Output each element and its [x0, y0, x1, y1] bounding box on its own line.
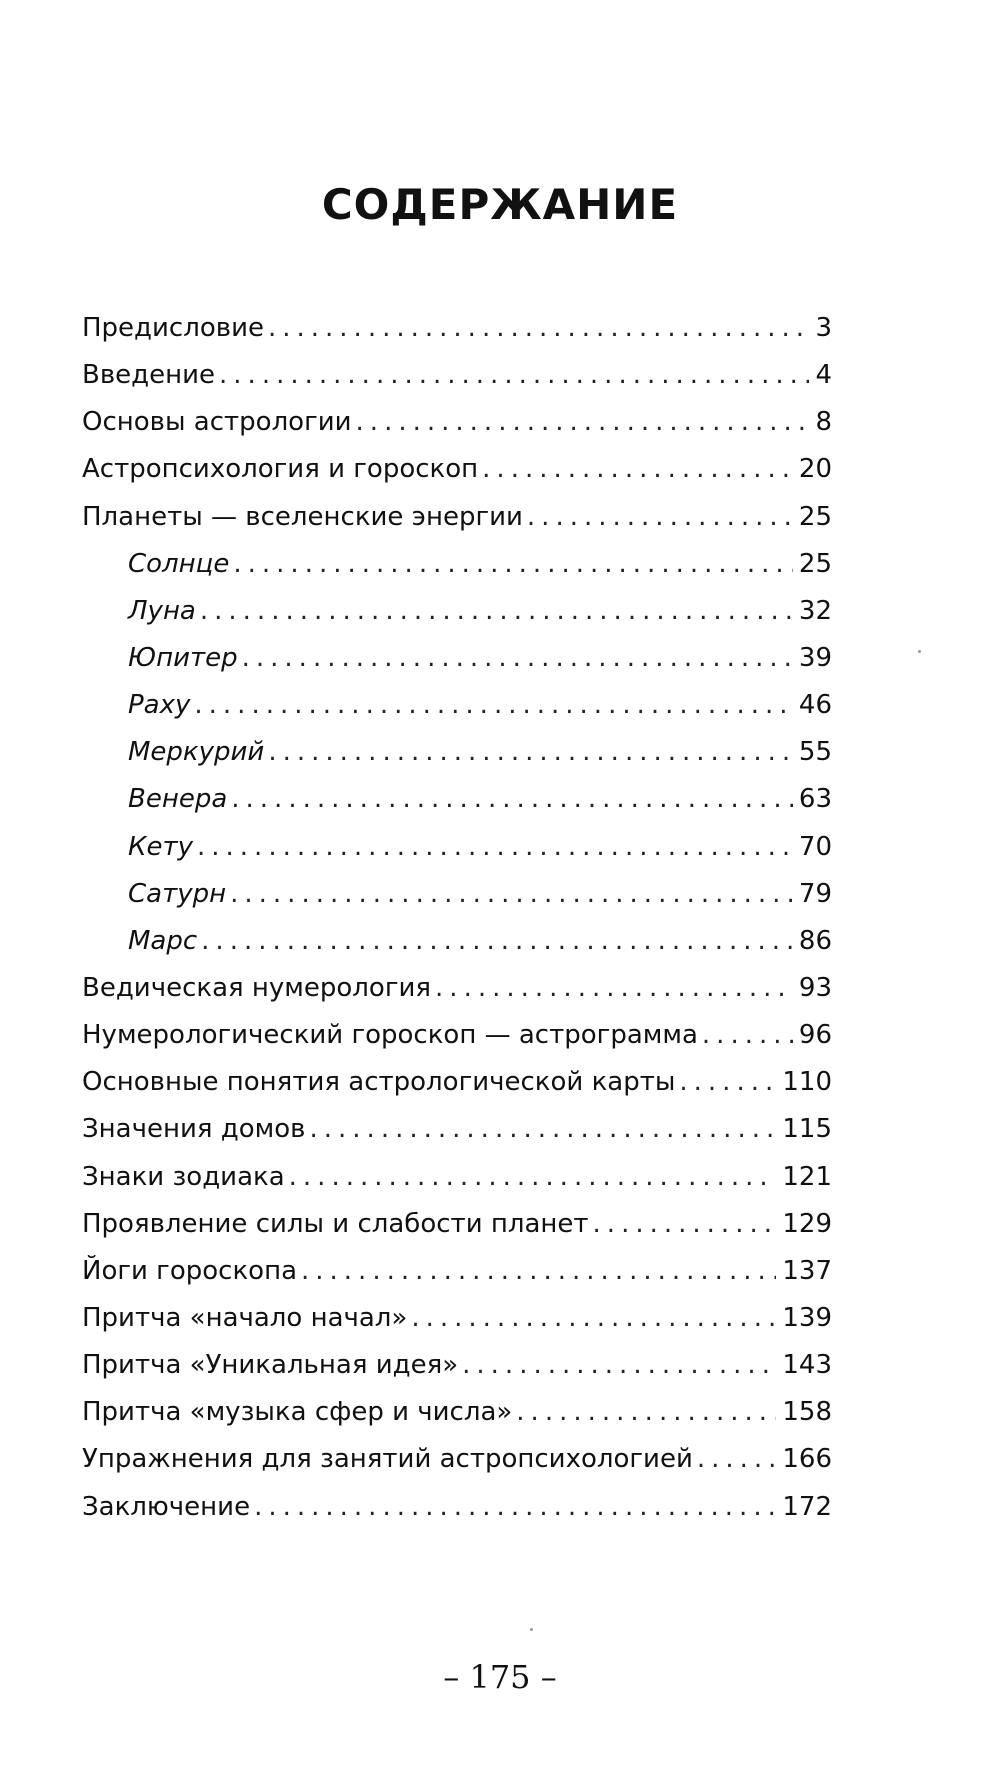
- toc-entry-page: 25: [798, 501, 832, 532]
- toc-entry-title: Притча «Уникальная идея»: [82, 1350, 459, 1381]
- dot-leader: [289, 1154, 777, 1201]
- toc-entry-page: 110: [782, 1067, 832, 1098]
- toc-entry-page: 143: [782, 1350, 832, 1381]
- toc-entry-title: Планеты — вселенские энергии: [82, 501, 523, 532]
- toc-entry: [82, 1484, 832, 1531]
- dot-leader: [411, 1295, 776, 1342]
- toc-entry: [82, 352, 832, 399]
- dot-leader: [197, 824, 793, 871]
- dot-leader: [527, 494, 793, 541]
- toc-entry-page: 115: [782, 1114, 832, 1145]
- toc-entry-title: Раху: [128, 690, 191, 721]
- toc-entry-page: 8: [815, 407, 832, 438]
- page-number: – 175 –: [443, 1658, 557, 1696]
- toc-entry-title: Сатурн: [128, 878, 227, 909]
- toc-entry-title: Заключение: [82, 1491, 251, 1522]
- toc-entry-title: Венера: [128, 784, 228, 815]
- toc-entry-page: 20: [798, 454, 832, 485]
- toc-subentry: [82, 918, 832, 965]
- toc-entry: [82, 1389, 832, 1436]
- toc-subentry: [82, 541, 832, 588]
- toc-subentry: [82, 588, 832, 635]
- dot-leader: [301, 1248, 776, 1295]
- toc-entry-page: 3: [815, 313, 832, 343]
- dot-leader: [201, 918, 793, 965]
- toc-entry: [82, 494, 832, 541]
- dot-leader: [482, 446, 793, 493]
- toc-entry-page: 39: [798, 642, 832, 673]
- toc-entry-page: 46: [798, 690, 832, 721]
- toc-entry: [82, 305, 832, 352]
- toc-subentry: [82, 824, 832, 871]
- dot-leader: [242, 635, 793, 682]
- toc-entry-title: Знаки зодиака: [82, 1161, 285, 1192]
- dot-leader: [516, 1389, 776, 1436]
- dot-leader: [593, 1201, 777, 1248]
- toc-entry: [82, 1248, 832, 1295]
- toc-entry-page: 55: [798, 737, 832, 768]
- toc-entry-title: Притча «начало начал»: [82, 1302, 408, 1333]
- page-title: СОДЕРЖАНИЕ: [321, 180, 679, 229]
- toc-entry-page: 158: [782, 1397, 832, 1428]
- toc-entry-title: Кету: [128, 831, 193, 862]
- dot-leader: [435, 965, 793, 1012]
- toc-entry: [82, 1106, 832, 1153]
- toc-entry-page: 4: [815, 360, 832, 391]
- dot-leader: [702, 1012, 793, 1059]
- scan-speck: [530, 1628, 533, 1631]
- toc-entry-page: 96: [798, 1020, 832, 1051]
- toc-entry: [82, 965, 832, 1012]
- toc-entry-title: Введение: [82, 360, 216, 391]
- toc-entry-page: 32: [798, 595, 832, 626]
- toc-subentry: [82, 729, 832, 776]
- dot-leader: [230, 871, 793, 918]
- toc-entry-title: Йоги гороскопа: [82, 1255, 297, 1286]
- toc-entry-page: 70: [798, 831, 832, 862]
- toc-entry-page: 93: [798, 972, 832, 1003]
- toc-entry-title: Упражнения для занятий астропсихологией: [82, 1444, 693, 1475]
- toc-entry-title: Меркурий: [128, 737, 265, 768]
- toc-entry-title: Солнце: [128, 548, 230, 579]
- toc-entry-title: Основные понятия астрологической карты: [82, 1067, 676, 1098]
- toc-entry-page: 166: [782, 1444, 832, 1475]
- toc-entry-title: Ведическая нумерология: [82, 972, 432, 1003]
- toc-entry-title: Юпитер: [128, 642, 238, 673]
- toc-entry: [82, 399, 832, 446]
- dot-leader: [697, 1436, 777, 1483]
- toc-entry-title: Значения домов: [82, 1114, 306, 1145]
- dot-leader: [254, 1484, 776, 1531]
- dot-leader: [219, 352, 809, 399]
- toc-entry-title: Притча «музыка сфер и числа»: [82, 1397, 513, 1428]
- dot-leader: [233, 541, 793, 588]
- toc-entry-page: 139: [782, 1302, 832, 1333]
- dot-leader: [356, 399, 810, 446]
- dot-leader: [462, 1342, 776, 1389]
- toc-entry-page: 79: [798, 878, 832, 909]
- table-of-contents: [82, 305, 832, 1531]
- toc-entry-title: Марс: [128, 925, 198, 956]
- toc-entry-page: 25: [798, 548, 832, 579]
- toc-entry: [82, 1012, 832, 1059]
- toc-entry-page: 86: [798, 925, 832, 956]
- toc-entry-page: 172: [782, 1491, 832, 1522]
- toc-subentry: [82, 871, 832, 918]
- dot-leader: [310, 1106, 777, 1153]
- toc-entry-page: 63: [798, 784, 832, 815]
- toc-entry: [82, 1201, 832, 1248]
- toc-entry-title: Проявление силы и слабости планет: [82, 1208, 589, 1239]
- toc-entry-title: Предисловие: [82, 313, 264, 343]
- toc-entry-page: 129: [782, 1208, 832, 1239]
- dot-leader: [268, 305, 809, 352]
- dot-leader: [679, 1059, 776, 1106]
- toc-entry-page: 137: [782, 1255, 832, 1286]
- toc-subentry: [82, 776, 832, 823]
- toc-entry-page: 121: [782, 1161, 832, 1192]
- toc-entry: [82, 1154, 832, 1201]
- toc-entry: [82, 1342, 832, 1389]
- toc-entry-title: Нумерологический гороскоп — астрограмма: [82, 1020, 698, 1051]
- toc-entry: [82, 1059, 832, 1106]
- toc-subentry: [82, 635, 832, 682]
- dot-leader: [200, 588, 793, 635]
- toc-entry: [82, 1436, 832, 1483]
- toc-entry: [82, 1295, 832, 1342]
- toc-entry-title: Луна: [128, 595, 196, 626]
- scan-speck: [918, 650, 921, 653]
- toc-entry: [82, 446, 832, 493]
- toc-entry-title: Основы астрологии: [82, 407, 352, 438]
- toc-entry-title: Астропсихология и гороскоп: [82, 454, 479, 485]
- toc-subentry: [82, 682, 832, 729]
- dot-leader: [268, 729, 793, 776]
- dot-leader: [194, 682, 793, 729]
- dot-leader: [231, 776, 793, 823]
